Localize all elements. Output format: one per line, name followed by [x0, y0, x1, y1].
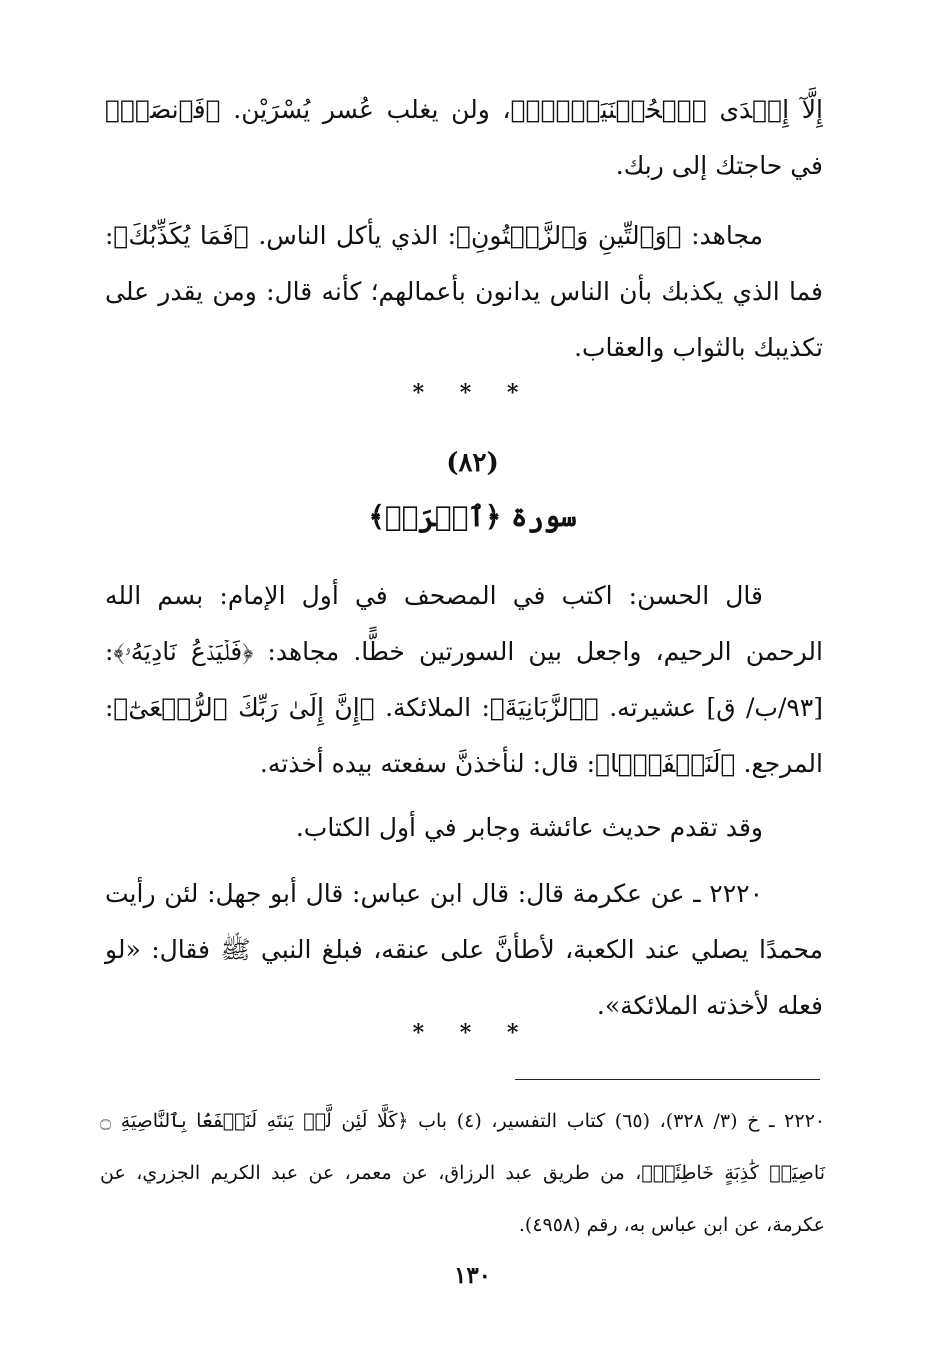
page-number: ١٣٠: [453, 1262, 492, 1289]
footnotes: [100, 1095, 825, 1251]
paragraph-continuation: إِلَّآ إِحۡدَى ٱلۡحُسۡنَيَيۡنِۖ﴾، ولن يغلب عُسر يُسْرَيْن. ﴿فَٱنصَبۡ﴾ في حاجتك إلى ربك.: [105, 95, 823, 180]
footnote-divider: [515, 1079, 820, 1080]
section-separator-bottom: * * *: [412, 1020, 533, 1046]
main-text-block: [105, 568, 823, 1034]
paragraph-mujahid: مجاهد: ﴿وَٱلتِّينِ وَٱلزَّيۡتُونِ﴾: الذي يأكل الناس. ﴿فَمَا يُكَذِّبُكَ﴾: فما الذي يكذبك بأن الناس يدانون بأعمالهم؛ كأنه قال: ومن يقدر على تكذيبك بالثواب والعقاب.: [105, 221, 823, 362]
top-text-block: [105, 82, 823, 376]
chapter-number: (٨٢): [446, 448, 499, 478]
surah-title: سورة ﴿ٱقۡرَأۡ﴾: [368, 500, 577, 533]
section-separator-top: * * *: [412, 380, 533, 406]
paragraph-aisha-jabir: وقد تقدم حديث عائشة وجابر في أول الكتاب.: [295, 813, 763, 842]
hadith-2220: ٢٢٢٠ ـ عن عكرمة قال: قال ابن عباس: قال أبو جهل: لئن رأيت محمدًا يصلي عند الكعبة، لأطأنَّ على عنقه، فبلغ النبي ﷺ فقال: «لو فعله لأخذته الملائكة».: [105, 879, 823, 1020]
paragraph-hasan: قال الحسن: اكتب في المصحف في أول الإمام: بسم الله الرحمن الرحيم، واجعل بين السورتين خطًّا. مجاهد: ﴿فَلۡيَدۡعُ نَادِيَهُۥ﴾: [٩٣/ب/ ق] عشيرته. ﴿ٱلزَّبَانِيَةَ﴾: الملائكة. ﴿إِنَّ إِلَىٰ رَبِّكَ ٱلرُّجۡعَىٰٓ﴾: المرجع. ﴿لَنَسۡفَعَۢا﴾: قال: لنأخذنَّ سفعته بيده أخذته.: [105, 581, 823, 778]
footnote-2220: ٢٢٢٠ ـ خ (٣/ ٣٢٨)، (٦٥) كتاب التفسير، (٤) باب ﴿كَلَّا لَئِن لَّمۡ يَنتَهِ لَنَسۡفَعَۢا بِٱلنَّاصِيَةِ ۝ نَاصِيَةٖ كَٰذِبَةٍ خَاطِئَةٖ﴾، من طريق عبد الرزاق، عن معمر، عن عبد الكريم الجزري، عن عكرمة، عن ابن عباس به، رقم (٤٩٥٨).: [100, 1110, 825, 1236]
